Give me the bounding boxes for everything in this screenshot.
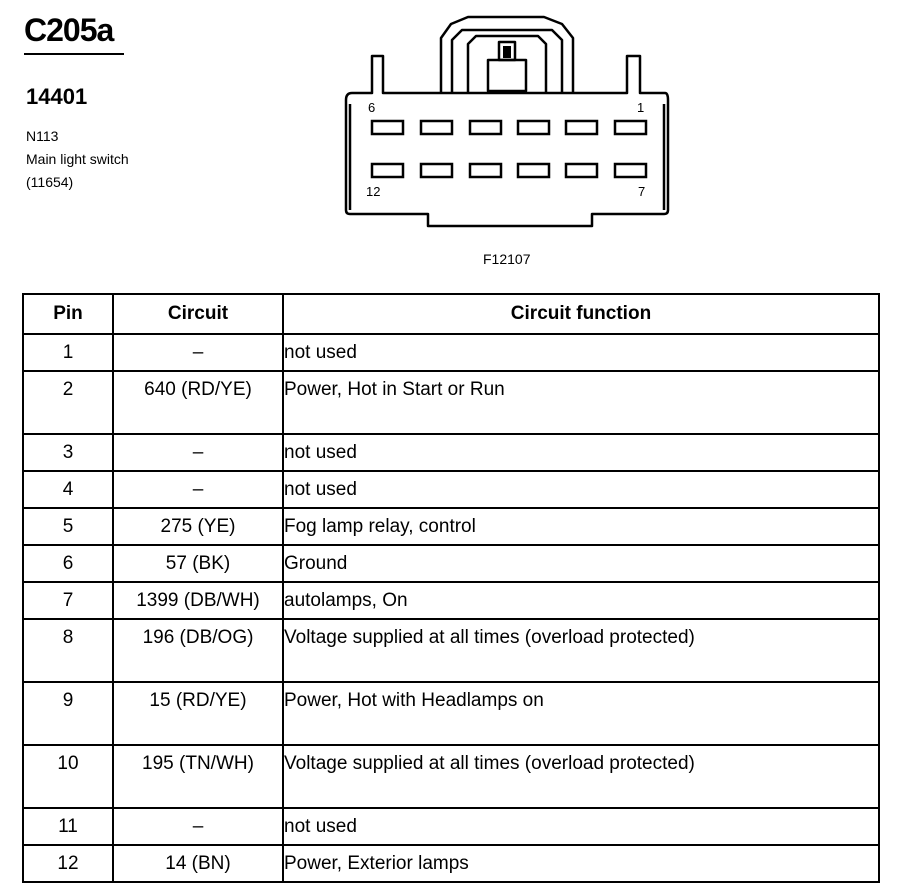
pin-label-1: 1 bbox=[637, 100, 645, 115]
pin-cell: 9 bbox=[23, 682, 113, 745]
function-cell: Voltage supplied at all times (overload protected) bbox=[283, 619, 879, 682]
circuit-cell: 57 (BK) bbox=[113, 545, 283, 582]
pin-cavity bbox=[470, 121, 501, 134]
pin-cavity bbox=[372, 164, 403, 177]
component-code: N113 bbox=[26, 128, 59, 144]
function-cell: not used bbox=[283, 808, 879, 845]
header-circuit: Circuit bbox=[113, 294, 283, 334]
circuit-cell: 15 (RD/YE) bbox=[113, 682, 283, 745]
pin-cavity bbox=[421, 164, 452, 177]
function-cell: autolamps, On bbox=[283, 582, 879, 619]
circuit-cell: – bbox=[113, 808, 283, 845]
circuit-cell: – bbox=[113, 434, 283, 471]
table-row bbox=[23, 745, 879, 808]
pin-cell: 12 bbox=[23, 845, 113, 882]
circuit-cell: 1399 (DB/WH) bbox=[113, 582, 283, 619]
pin-cavity bbox=[421, 121, 452, 134]
table-row bbox=[23, 808, 879, 845]
pin-cavity bbox=[566, 164, 597, 177]
function-cell: not used bbox=[283, 334, 879, 371]
connector-title: C205a bbox=[24, 12, 114, 48]
table-row bbox=[23, 508, 879, 545]
function-cell: Power, Exterior lamps bbox=[283, 845, 879, 882]
function-cell: Ground bbox=[283, 545, 879, 582]
function-cell: Power, Hot in Start or Run bbox=[283, 371, 879, 434]
pin-cavity bbox=[470, 164, 501, 177]
pin-cell: 1 bbox=[23, 334, 113, 371]
function-cell: Fog lamp relay, control bbox=[283, 508, 879, 545]
circuit-cell: 196 (DB/OG) bbox=[113, 619, 283, 682]
circuit-cell: 14 (BN) bbox=[113, 845, 283, 882]
component-name: Main light switch bbox=[26, 151, 129, 167]
function-cell: not used bbox=[283, 434, 879, 471]
connector-diagram bbox=[0, 0, 898, 280]
pin-cell: 2 bbox=[23, 371, 113, 434]
component-ref: (11654) bbox=[26, 174, 74, 190]
table-row bbox=[23, 334, 879, 371]
header-circuit-function: Circuit function bbox=[283, 294, 879, 334]
table-row bbox=[23, 845, 879, 882]
header-pin: Pin bbox=[23, 294, 113, 334]
pin-cavity bbox=[615, 164, 646, 177]
pin-cavity bbox=[566, 121, 597, 134]
table-body bbox=[23, 334, 879, 882]
table-row bbox=[23, 582, 879, 619]
pin-label-7: 7 bbox=[638, 184, 646, 199]
connector-body-outline bbox=[346, 56, 668, 226]
pin-cell: 6 bbox=[23, 545, 113, 582]
pin-cell: 10 bbox=[23, 745, 113, 808]
pin-cell: 8 bbox=[23, 619, 113, 682]
circuit-cell: 195 (TN/WH) bbox=[113, 745, 283, 808]
pin-cell: 3 bbox=[23, 434, 113, 471]
pin-cell: 4 bbox=[23, 471, 113, 508]
table-row bbox=[23, 619, 879, 682]
function-cell: not used bbox=[283, 471, 879, 508]
pin-cavity bbox=[372, 121, 403, 134]
pin-cavity bbox=[518, 164, 549, 177]
pinout-table bbox=[22, 293, 880, 883]
pin-cell: 11 bbox=[23, 808, 113, 845]
pin-cavity bbox=[615, 121, 646, 134]
table-row bbox=[23, 682, 879, 745]
figure-id: F12107 bbox=[483, 251, 531, 267]
pin-cell: 5 bbox=[23, 508, 113, 545]
circuit-cell: 640 (RD/YE) bbox=[113, 371, 283, 434]
pin-label-12: 12 bbox=[366, 184, 381, 199]
part-number: 14401 bbox=[26, 84, 88, 109]
circuit-cell: – bbox=[113, 471, 283, 508]
pin-cell: 7 bbox=[23, 582, 113, 619]
table-row bbox=[23, 545, 879, 582]
table-header-row bbox=[23, 294, 879, 334]
pin-cavity bbox=[518, 121, 549, 134]
table-row bbox=[23, 471, 879, 508]
table-row bbox=[23, 371, 879, 434]
table-row bbox=[23, 434, 879, 471]
circuit-cell: – bbox=[113, 334, 283, 371]
pin-label-6: 6 bbox=[368, 100, 376, 115]
circuit-cell: 275 (YE) bbox=[113, 508, 283, 545]
function-cell: Voltage supplied at all times (overload protected) bbox=[283, 745, 879, 808]
function-cell: Power, Hot with Headlamps on bbox=[283, 682, 879, 745]
